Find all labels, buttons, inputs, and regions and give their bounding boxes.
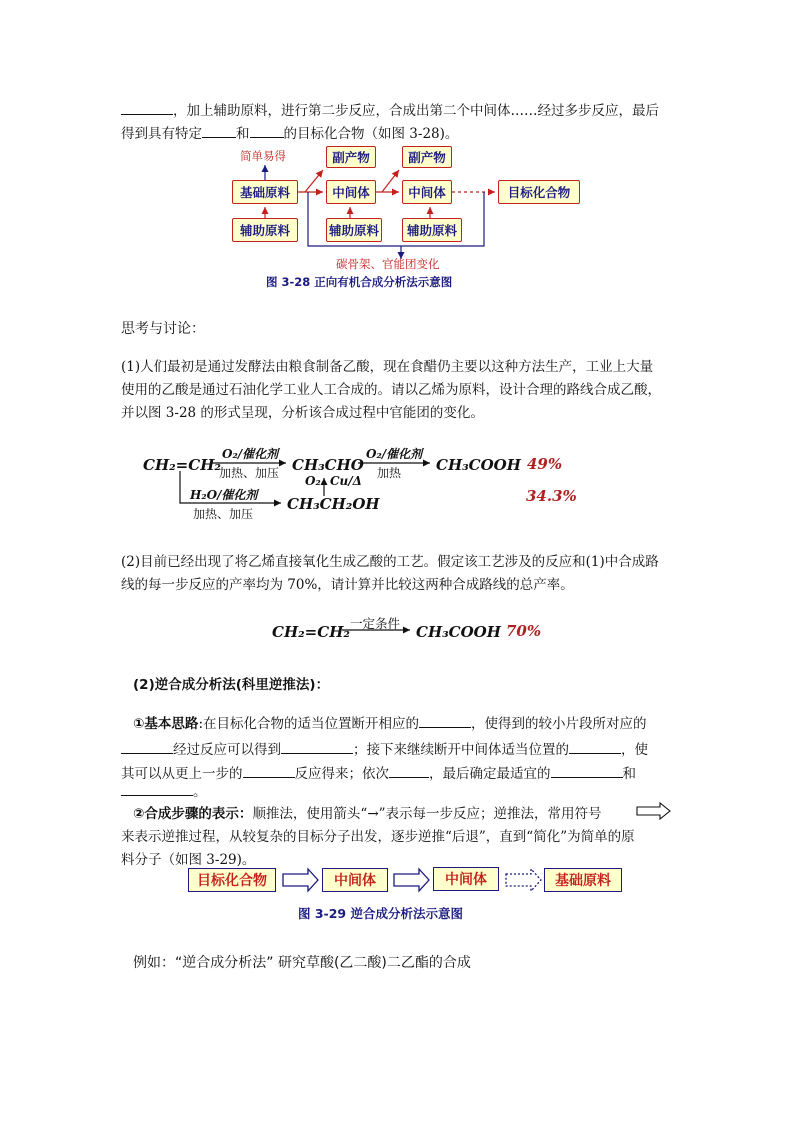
condition-cu: Cu/Δ [330,474,362,488]
q1-line-2: 使用的乙酸是通过石油化学工业人工合成的。请以乙烯为原料，设计合理的路线合成乙酸， [121,382,661,398]
yield-70: 70% [506,622,542,640]
target-compound-box: 目标化合物 [188,868,276,892]
intermediate-box: 中间体 [326,180,376,204]
intermediate-box: 中间体 [433,867,499,891]
steps-label: ②合成步骤的表示： [133,806,253,822]
discussion-title: 思考与讨论： [121,321,205,337]
intermediate-box: 中间体 [322,868,388,892]
condition-heat-pressure: 加热、加压 [193,507,254,521]
condition-heat: 加热 [377,466,402,480]
condition-o2-catalyst: O₂/催化剂 [366,447,423,461]
steps-line-1: ②合成步骤的表示：顺推法，使用箭头“→”表示每一步反应；逆推法，常用符号 [133,806,602,822]
figure-3-29-caption: 图 3-29 逆合成分析法示意图 [298,906,463,921]
target-compound-box: 目标化合物 [498,180,580,204]
condition-heat-pressure: 加热、加压 [219,466,280,480]
condition-h2o-catalyst: H₂O/催化剂 [190,488,258,502]
idea-line-2: 经过反应可以得到 ；接下来继续断开中间体适当位置的 ，使 [121,740,648,759]
aux-material-box: 辅助原料 [326,218,382,242]
yield-49: 49% [527,455,563,473]
skeleton-change-note: 碳骨架、官能团变化 [336,257,440,271]
q2-line-2: 线的每一步反应的产率均为 70%，请计算并比较这两种合成路线的总产率。 [121,577,574,593]
q1-line-1: (1)人们最初是通过发酵法由粮食制备乙酸，现在食醋仍主要以这种方法生产，工业上大量 [121,359,654,375]
base-material-box: 基础原料 [232,180,298,204]
section-2-title: (2)逆合成分析法(科里逆推法)： [133,677,330,693]
idea-line-4: 。 [121,782,207,801]
acetic-acid-formula: CH₃COOH [436,456,521,474]
ethylene-formula: CH₂=CH₂ [272,623,350,641]
byproduct-box: 副产物 [326,146,376,168]
steps-line-3: 料分子（如图 3-29)。 [121,852,256,868]
byproduct-box: 副产物 [402,146,452,168]
intermediate-box: 中间体 [402,180,452,204]
condition-o2: O₂ [305,474,321,488]
idea-line-3: 其可以从更上一步的 反应得来；依次 ，最后确定最适宜的 和 [121,766,636,782]
idea-label: ①基本思路 [133,716,199,732]
easy-label: 简单易得 [240,149,286,163]
figure-3-28-caption: 图 3-28 正向有机合成分析法示意图 [266,275,453,289]
base-material-box: 基础原料 [544,868,622,892]
ethylene-formula: CH₂=CH₂ [143,456,221,474]
aux-material-box: 辅助原料 [232,218,298,242]
example-line: 例如：“逆合成分析法” 研究草酸(乙二酸)二乙酯的合成 [133,955,471,971]
condition-certain: 一定条件 [350,616,401,631]
idea-line-1: ①基本思路:在目标化合物的适当位置断开相应的 ，使得到的较小片段所对应的 [133,716,647,732]
ethanol-formula: CH₃CH₂OH [287,495,380,513]
q2-line-1: (2)目前已经出现了将乙烯直接氧化生成乙酸的工艺。假定该工艺涉及的反应和(1)中合成路 [121,554,659,570]
q1-line-3: 并以图 3-28 的形式呈现，分析该合成过程中官能团的变化。 [121,405,484,421]
acetaldehyde-formula: CH₃CHO [292,456,364,474]
intro-line-2: 得到具有特定 和 的目标化合物（如图 3-28)。 [121,126,459,142]
aux-material-box: 辅助原料 [402,218,462,242]
yield-34: 34.3% [526,487,577,505]
intro-line-1: ，加上辅助原料，进行第二步反应，合成出第二个中间体……经过多步反应，最后 [121,101,659,120]
steps-line-2: 来表示逆推过程，从较复杂的目标分子出发，逐步逆推“后退”，直到“简化”为简单的原 [121,829,635,845]
condition-o2-catalyst: O₂/催化剂 [222,447,279,461]
acetic-acid-formula: CH₃COOH [416,623,501,641]
